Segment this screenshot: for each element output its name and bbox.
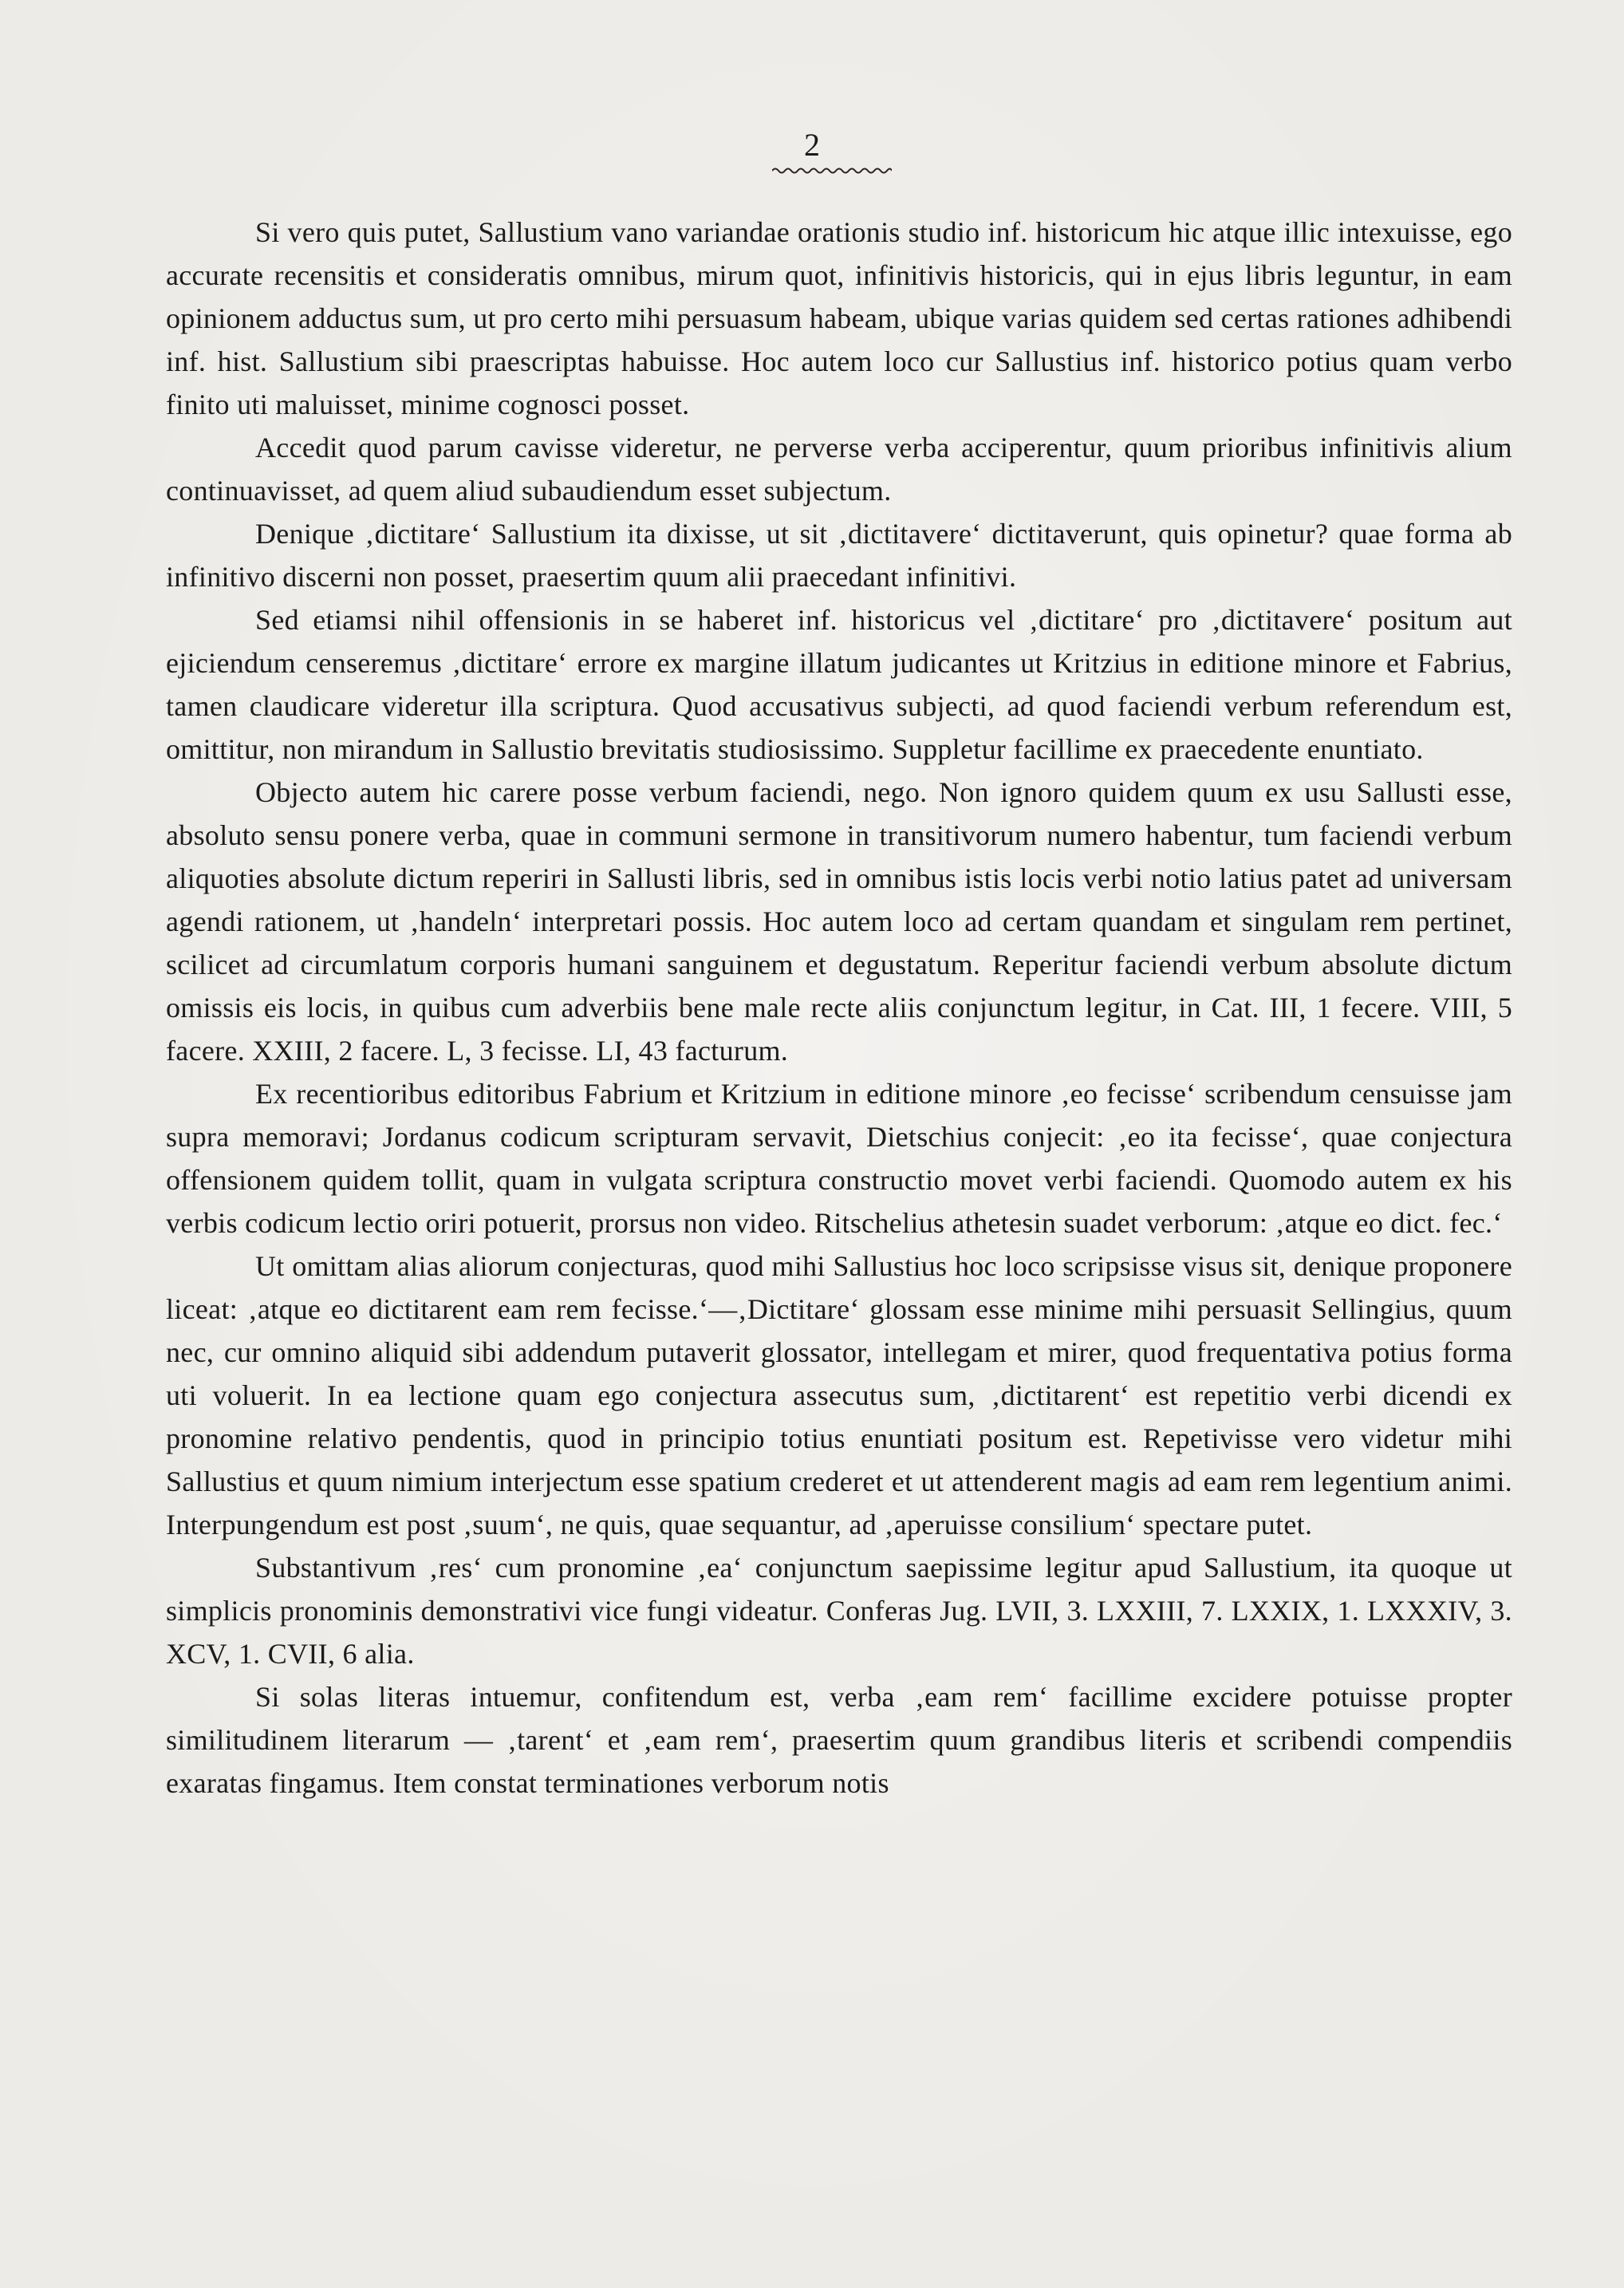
paragraph-4: Sed etiamsi nihil offensionis in se haberet inf. historicus vel ‚dictitare‘ pro ‚dictitavere‘ positum aut ejiciendum censeremus ‚dictitare‘ errore ex margine illatum judicantes ut Kritzius in editione minore et Fabrius, tamen claudicare videretur illa scriptura. Quod accusativus subjecti, ad quod faciendi verbum referendum est, omittitur, non mirandum in Sallustio brevitatis studiosissimo. Suppletur facillime ex praecedente enuntiato.: [166, 604, 1512, 765]
page-number: 2: [804, 127, 820, 163]
body-text: [166, 211, 1512, 1805]
paragraph-3: Denique ‚dictitare‘ Sallustium ita dixisse, ut sit ‚dictitavere‘ dictitaverunt, quis opinetur? quae forma ab infinitivo discerni non posset, praesertim quum alii praecedant infinitivi.: [166, 518, 1512, 593]
paragraph-5: Objecto autem hic carere posse verbum faciendi, nego. Non ignoro quidem quum ex usu Sallusti esse, absoluto sensu ponere verba, quae in communi sermone in transitivorum numero habentur, tum faciendi verbum aliquoties absolute dictum reperiri in Sallusti libris, sed in omnibus istis locis verbi notio latius patet ad universam agendi rationem, ut ‚handeln‘ interpretari possis. Hoc autem loco ad certam quandam et singulam rem pertinet, scilicet ad circumlatum corporis humani sanguinem et degustatum. Reperitur faciendi verbum absolute dictum omissis eis locis, in quibus cum adverbiis bene male recte aliis conjunctum legitur, in Cat. III, 1 fecere. VIII, 5 facere. XXIII, 2 facere. L, 3 fecisse. LI, 43 facturum.: [166, 776, 1512, 1067]
paragraph-6: Ex recentioribus editoribus Fabrium et Kritzium in editione minore ‚eo fecisse‘ scribendum censuisse jam supra memoravi; Jordanus codicum scripturam servavit, Dietschius conjecit: ‚eo ita fecisse‘, quae conjectura offensionem quidem tollit, quam in vulgata scriptura constructio movet verbi faciendi. Quomodo autem ex his verbis codicum lectio oriri potuerit, prorsus non video. Ritschelius athetesin suadet verborum: ‚atque eo dict. fec.‘: [166, 1078, 1512, 1239]
paragraph-7: Ut omittam alias aliorum conjecturas, quod mihi Sallustius hoc loco scripsisse visus sit, denique proponere liceat: ‚atque eo dictitarent eam rem fecisse.‘—‚Dictitare‘ glossam esse minime mihi persuasit Sellingius, quum nec, cur omnino aliquid sibi addendum putaverit glossator, intellegam et mirer, quod frequentativa potius forma uti voluerit. In ea lectione quam ego conjectura assecutus sum, ‚dictitarent‘ est repetitio verbi dicendi ex pronomine relativo pendentis, quod in principio totius enuntiati positum est. Repetivisse vero videtur mihi Sallustius et quum nimium interjectum esse spatium crederet et ut attenderent magis ad eam rem legentium animi. Interpungendum est post ‚suum‘, ne quis, quae sequantur, ad ‚aperuisse consilium‘ spectare putet.: [166, 1250, 1512, 1540]
wavy-rule-ornament: [772, 166, 892, 176]
paragraph-8: Substantivum ‚res‘ cum pronomine ‚ea‘ conjunctum saepissime legitur apud Sallustium, ita quoque ut simplicis pronominis demonstrativi vice fungi videatur. Conferas Jug. LVII, 3. LXXIII, 7. LXXIX, 1. LXXXIV, 3. XCV, 1. CVII, 6 alia.: [166, 1552, 1512, 1670]
paragraph-1: Si vero quis putet, Sallustium vano variandae orationis studio inf. historicum hic atque illic intexuisse, ego accurate recensitis et consideratis omnibus, mirum quot, infinitivis historicis, qui in ejus libris leguntur, in eam opinionem adductus sum, ut pro certo mihi persuasum habeam, ubique varias quidem sed certas rationes adhibendi inf. hist. Sallustium sibi praescriptas habuisse. Hoc autem loco cur Sallustius inf. historico potius quam verbo finito uti maluisset, minime cognosci posset.: [166, 216, 1512, 420]
paragraph-9: Si solas literas intuemur, confitendum est, verba ‚eam rem‘ facillime excidere potuisse propter similitudinem literarum — ‚tarent‘ et ‚eam rem‘, praesertim quum grandibus literis et scribendi compendiis exaratas fingamus. Item constat terminationes verborum notis: [166, 1681, 1512, 1799]
paragraph-2: Accedit quod parum cavisse videretur, ne perverse verba acciperentur, quum prioribus infinitivis alium continuavisset, ad quem aliud subaudiendum esset subjectum.: [166, 432, 1512, 507]
